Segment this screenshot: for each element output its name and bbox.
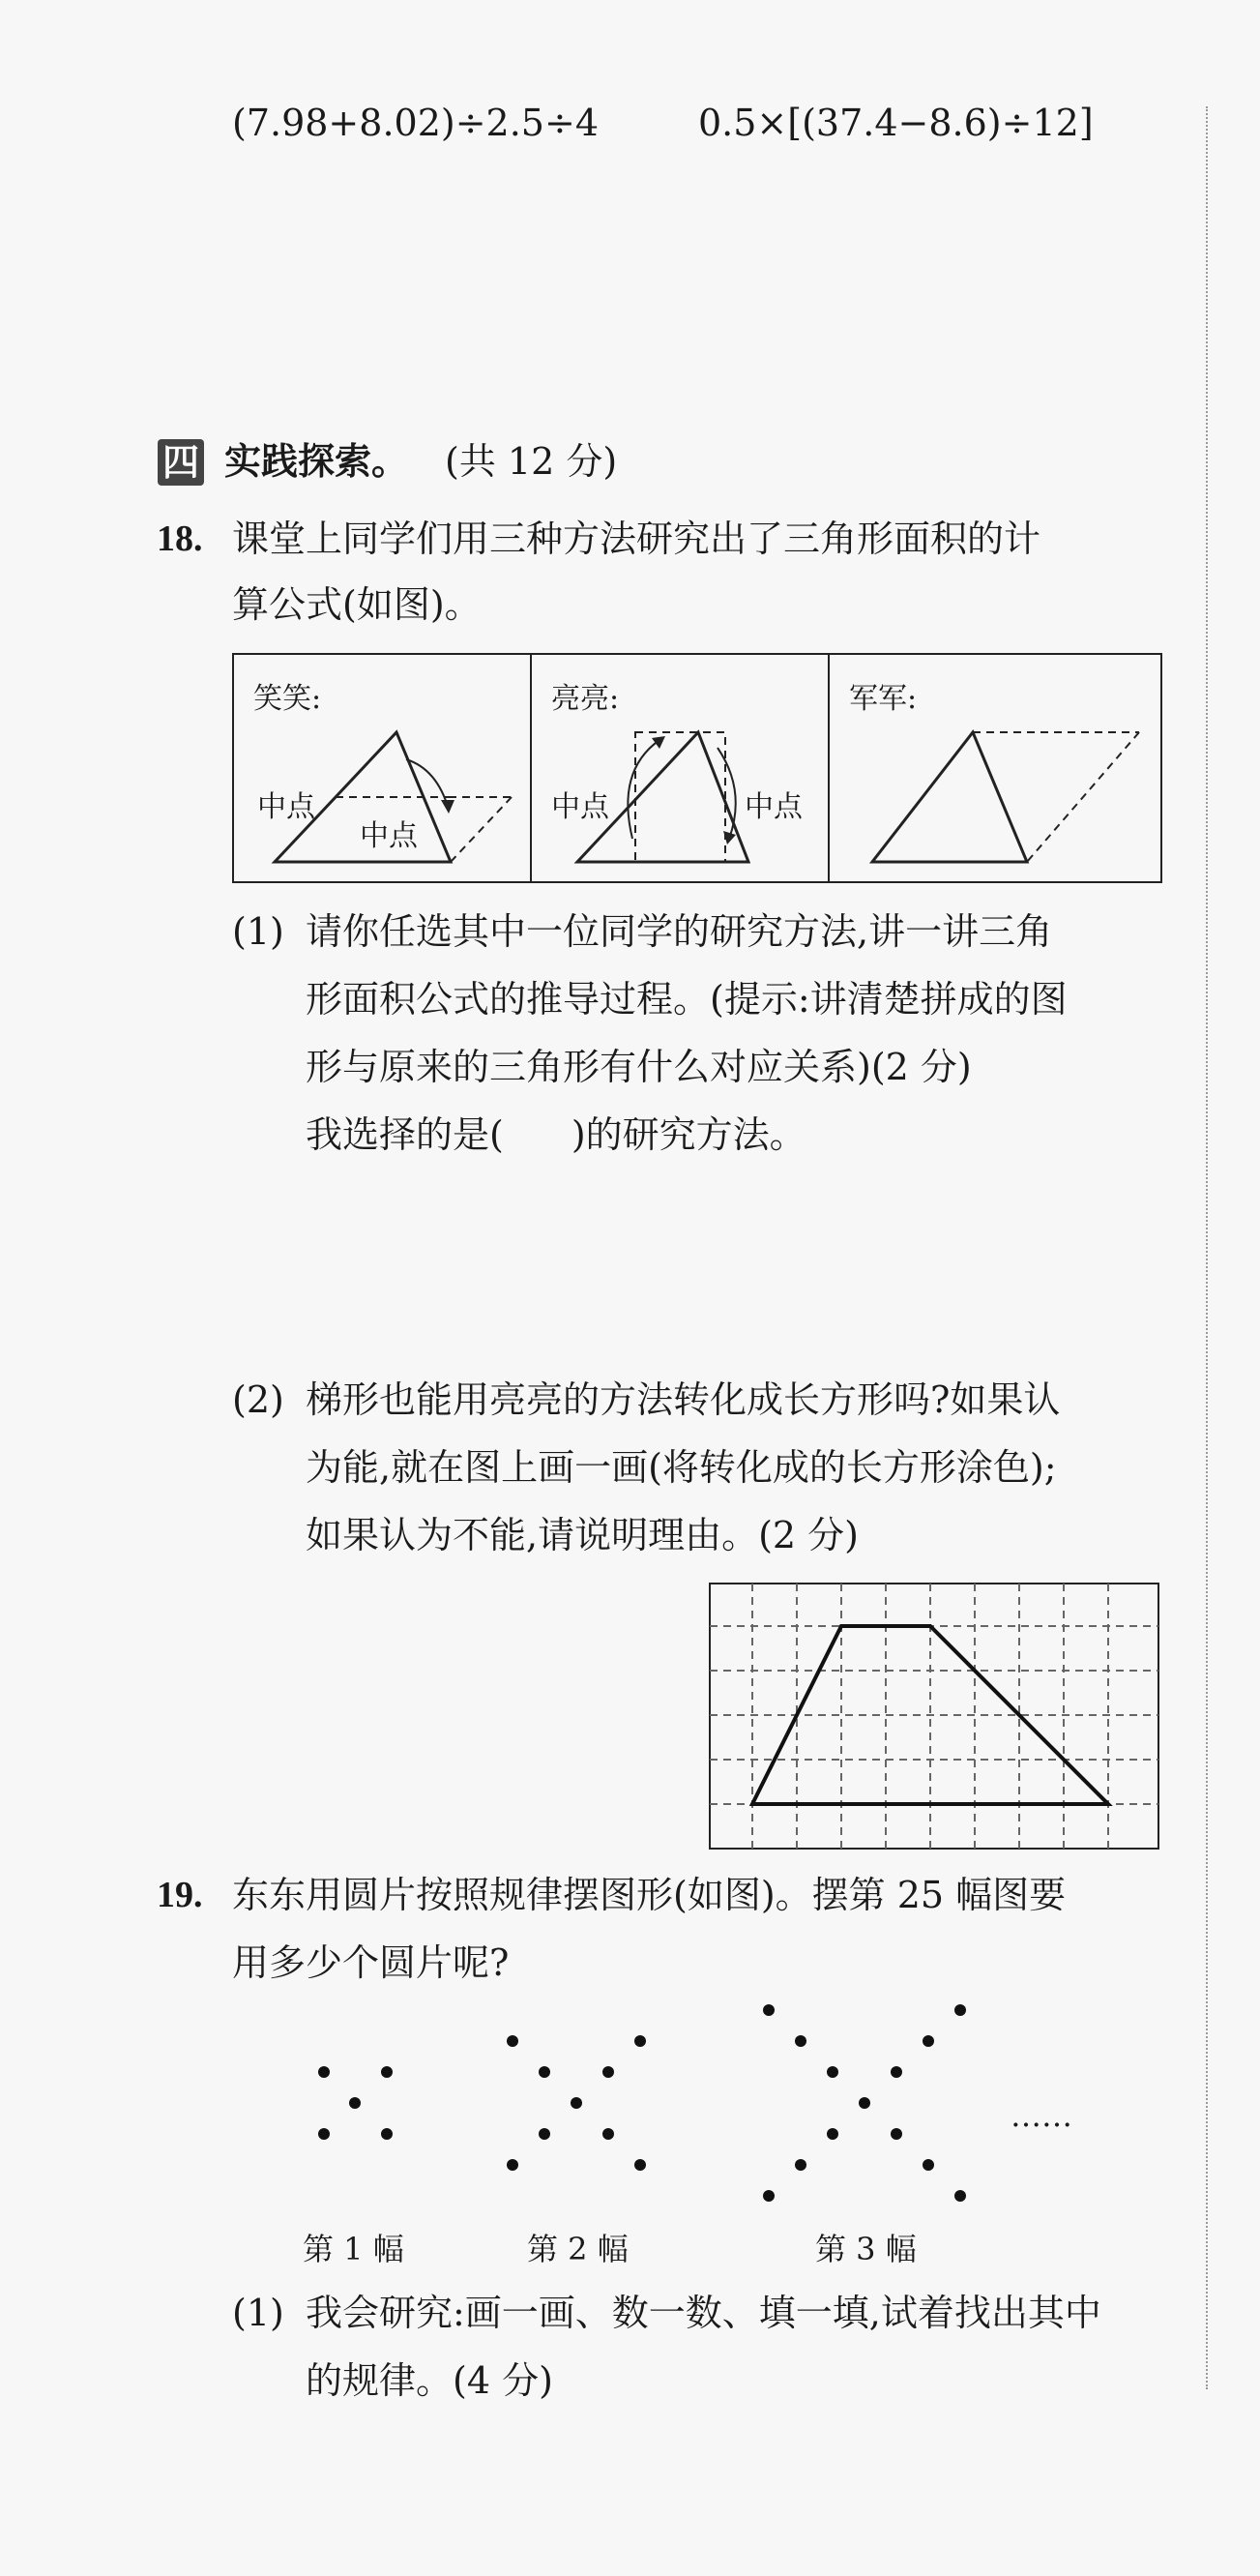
answer-suffix: )的研究方法。 xyxy=(571,1113,806,1156)
section-score: (共 12 分) xyxy=(445,440,618,483)
question-19-number: 19. xyxy=(157,1875,203,1915)
answer-prefix: 我选择的是( xyxy=(306,1113,504,1156)
dot-patterns-svg xyxy=(290,1993,1102,2225)
q18-line-1: 课堂上同学们用三种方法研究出了三角形面积的计 xyxy=(232,518,1041,560)
panel-xiaoxiao-label: 笑笑: xyxy=(253,682,322,716)
figure-2-label: 第 2 幅 xyxy=(527,2231,629,2267)
continuation-ellipsis: …… xyxy=(1011,2097,1072,2134)
q18-sub1-answer-line xyxy=(306,1113,806,1156)
margin-dotted-line xyxy=(1206,106,1208,2389)
section-badge: 四 xyxy=(158,439,204,486)
q19-line-1: 东东用圆片按照规律摆图形(如图)。摆第 25 幅图要 xyxy=(232,1874,1067,1916)
expression-2: 0.5×[(37.4−8.6)÷12] xyxy=(698,102,1094,144)
figure-1-label: 第 1 幅 xyxy=(303,2231,404,2267)
figure-3-label: 第 3 幅 xyxy=(815,2231,917,2267)
q18-sub2-line-2: 为能,就在图上画一画(将转化成的长方形涂色); xyxy=(306,1446,1057,1489)
section-title: 实践探索。 xyxy=(224,439,409,483)
q19-sub1-line-1: 我会研究:画一画、数一数、填一填,试着找出其中 xyxy=(306,2292,1101,2334)
midpoint-label: 中点 xyxy=(745,790,803,824)
method-diagram-box xyxy=(232,653,1162,883)
q18-sub2-line-1: 梯形也能用亮亮的方法转化成长方形吗?如果认 xyxy=(306,1378,1061,1421)
panel-liangliang-label: 亮亮: xyxy=(551,682,620,716)
figure-3-dots xyxy=(763,2004,966,2202)
junjun-figure xyxy=(872,732,1139,862)
q18-sub2-line-3: 如果认为不能,请说明理由。(2 分) xyxy=(306,1514,859,1556)
q18-sub1-line-1: 请你任选其中一位同学的研究方法,讲一讲三角 xyxy=(306,910,1053,953)
grid-lines xyxy=(710,1584,1158,1849)
figure-1-dots xyxy=(318,2066,393,2140)
triangle-shape xyxy=(872,732,1027,862)
panel-junjun-label: 军军: xyxy=(849,682,918,716)
rotated-part-dashed xyxy=(451,797,512,862)
right-rotation-arrow xyxy=(718,748,736,839)
q18-sub1-line-2: 形面积公式的推导过程。(提示:讲清楚拼成的图 xyxy=(306,978,1068,1021)
trapezoid-grid[interactable] xyxy=(709,1583,1159,1850)
q19-sub1-line-2: 的规律。(4 分) xyxy=(306,2359,553,2402)
q18-sub2-marker: (2) xyxy=(232,1378,284,1421)
q18-sub1-line-3: 形与原来的三角形有什么对应关系)(2 分) xyxy=(306,1046,972,1088)
q18-line-2: 算公式(如图)。 xyxy=(232,583,482,626)
midpoint-label: 中点 xyxy=(360,819,418,853)
q18-sub1-marker: (1) xyxy=(232,910,284,953)
midpoint-label: 中点 xyxy=(257,790,315,824)
q19-sub1-marker: (1) xyxy=(232,2292,284,2334)
expression-1: (7.98+8.02)÷2.5÷4 xyxy=(232,102,599,144)
question-18-number: 18. xyxy=(157,518,203,559)
q19-line-2: 用多少个圆片呢? xyxy=(232,1941,510,1984)
figure-2-dots xyxy=(507,2035,646,2171)
midpoint-label: 中点 xyxy=(551,790,609,824)
